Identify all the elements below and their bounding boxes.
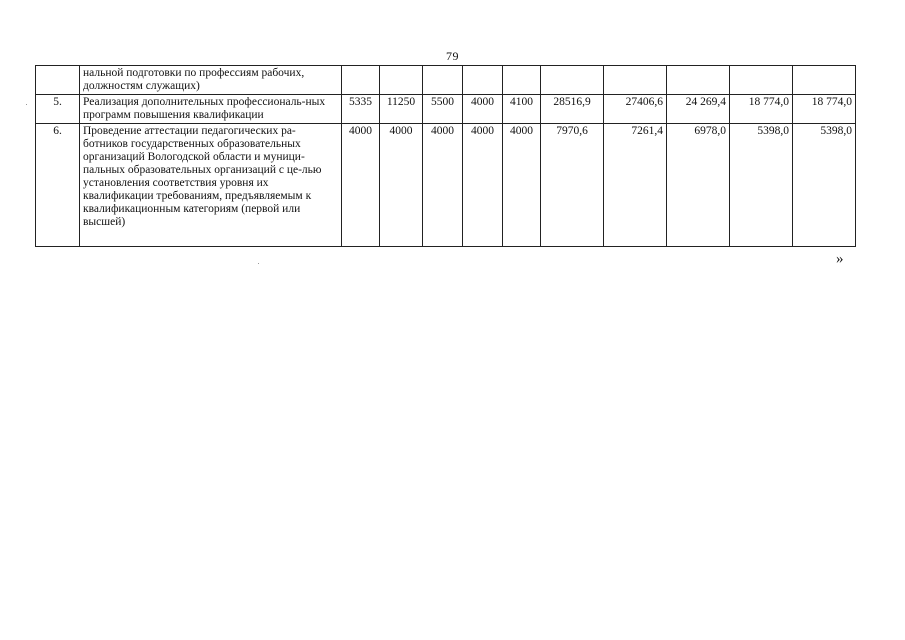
table-cell: 18 774,0	[793, 95, 856, 124]
row-description: Реализация дополнительных профессиональ-ных программ повышения квалификации	[80, 95, 342, 124]
table-cell: 5398,0	[793, 124, 856, 247]
table-cell: 4000	[380, 124, 423, 247]
table-cell	[667, 66, 730, 95]
scan-speck	[26, 104, 27, 105]
table-cell: 4000	[463, 124, 503, 247]
table-cell: 5500	[423, 95, 463, 124]
table-cell: 5335	[342, 95, 380, 124]
table-cell	[793, 66, 856, 95]
table-cell	[342, 66, 380, 95]
table-cell	[604, 66, 667, 95]
row-number	[36, 66, 80, 95]
table-cell: 7261,4	[604, 124, 667, 247]
table-row	[36, 95, 856, 124]
table-cell: 6978,0	[667, 124, 730, 247]
table-row	[36, 124, 856, 247]
table-cell: 27406,6	[604, 95, 667, 124]
table-cell: 18 774,0	[730, 95, 793, 124]
scan-speck	[258, 263, 259, 264]
table-cell: 4000	[342, 124, 380, 247]
table-cell: 4000	[463, 95, 503, 124]
row-number: 5.	[36, 95, 80, 124]
row-description: нальной подготовки по профессиям рабочих, должностям служащих)	[80, 66, 342, 95]
table-cell	[730, 66, 793, 95]
row-number: 6.	[36, 124, 80, 247]
table-cell: 28516,9	[541, 95, 604, 124]
table-cell: 5398,0	[730, 124, 793, 247]
closing-quote: »	[836, 251, 844, 267]
table-cell: 4000	[503, 124, 541, 247]
table-cell: 11250	[380, 95, 423, 124]
table-cell: 7970,6	[541, 124, 604, 247]
table-cell: 4000	[423, 124, 463, 247]
data-table	[35, 65, 856, 247]
row-description: Проведение аттестации педагогических ра-ботников государственных образовательных организаций Вологодской области и муници-пальных образовательных организаций с це-лью установления соответствия уровня их квалификации требованиям, предъявляемым к квалификационным категориям (первой или высшей)	[80, 124, 342, 247]
table-cell	[541, 66, 604, 95]
page-number: 79	[446, 49, 459, 63]
table-cell: 24 269,4	[667, 95, 730, 124]
table-cell	[503, 66, 541, 95]
table-row	[36, 66, 856, 95]
table-cell	[423, 66, 463, 95]
table-cell: 4100	[503, 95, 541, 124]
table-cell	[380, 66, 423, 95]
table-cell	[463, 66, 503, 95]
